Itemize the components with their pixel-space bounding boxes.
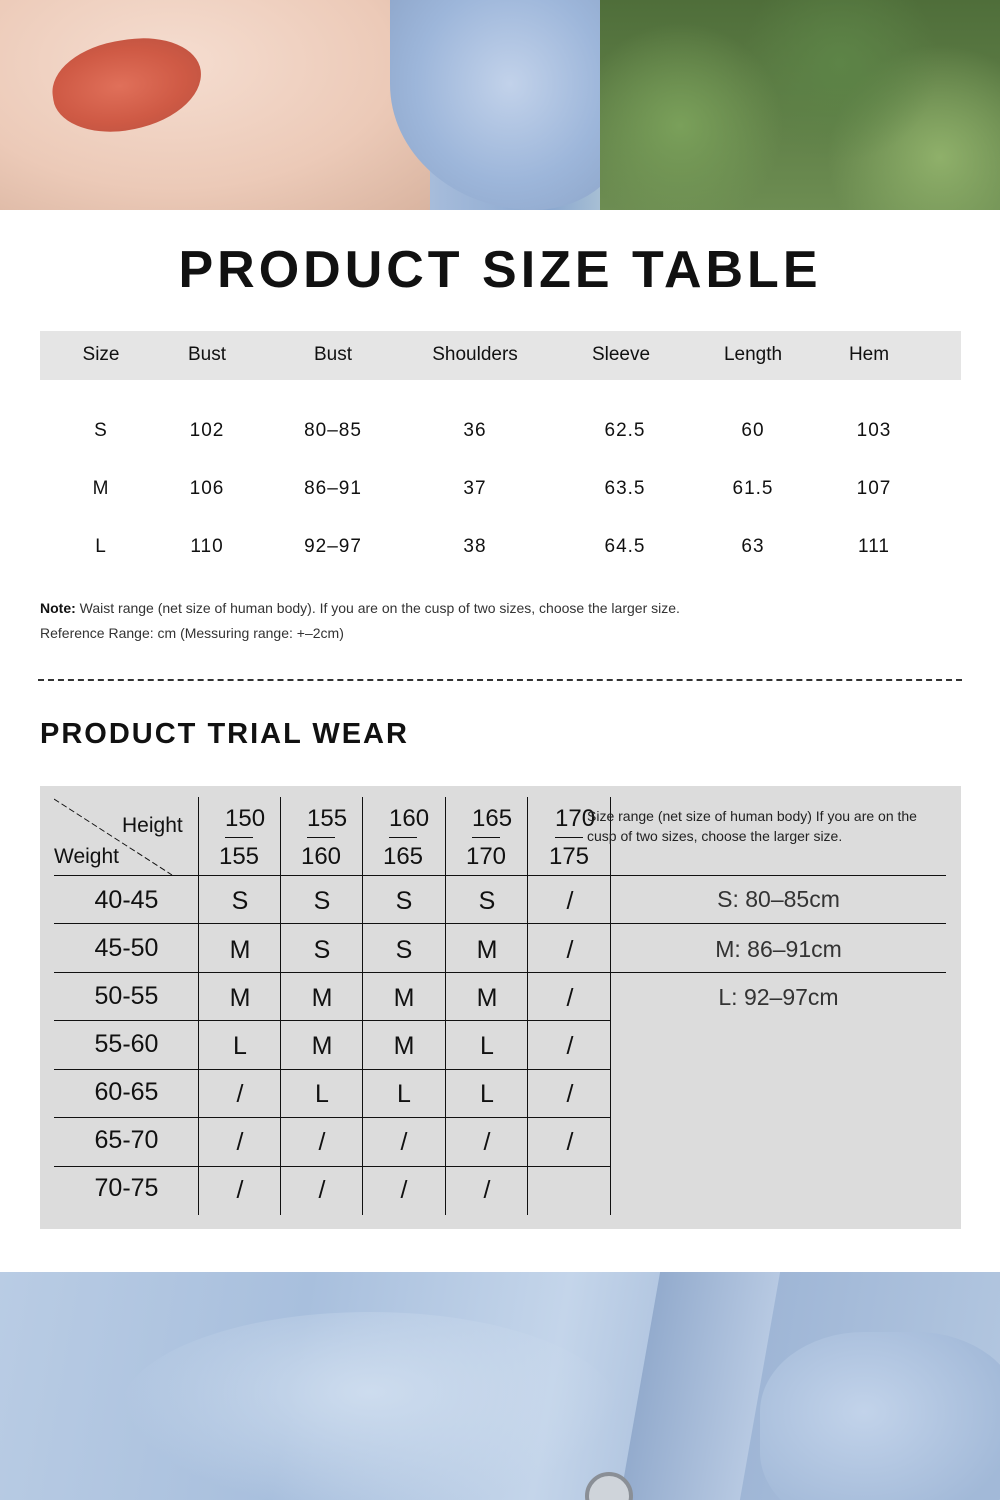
table-cell: 60 bbox=[741, 420, 765, 441]
size-cell: / bbox=[566, 984, 574, 1012]
size-cell: S bbox=[395, 936, 413, 964]
weight-label: 60-65 bbox=[94, 1078, 159, 1106]
height-range-start: 170 bbox=[555, 801, 583, 838]
size-cell: M bbox=[229, 936, 251, 964]
table-cell: 36 bbox=[463, 420, 487, 441]
note-text: Waist range (net size of human body). If you are on the cusp of two sizes, choose the larger size. bbox=[75, 600, 680, 616]
size-cell: / bbox=[400, 1176, 408, 1204]
table-cell: 102 bbox=[189, 420, 225, 441]
top-model-photo bbox=[0, 0, 1000, 210]
table-cell: 61.5 bbox=[732, 478, 774, 499]
weight-label: 65-70 bbox=[94, 1126, 159, 1154]
size-cell: S bbox=[478, 887, 496, 915]
size-cell: M bbox=[476, 984, 498, 1012]
size-cell: M bbox=[311, 984, 333, 1012]
table-cell: 110 bbox=[190, 536, 224, 557]
header-cell: Bust bbox=[313, 344, 353, 365]
size-table-header bbox=[40, 331, 961, 380]
corner-height-label: Height bbox=[122, 814, 183, 837]
height-range-header bbox=[363, 801, 443, 875]
size-cell: / bbox=[236, 1128, 244, 1156]
height-range-start: 150 bbox=[225, 801, 253, 838]
size-cell: M bbox=[393, 1032, 415, 1060]
size-cell: S bbox=[313, 887, 331, 915]
table-cell: 64.5 bbox=[604, 536, 646, 557]
weight-label: 70-75 bbox=[94, 1174, 159, 1202]
range-m: M: 86–91cm bbox=[715, 936, 842, 962]
header-cell: Size bbox=[82, 344, 120, 365]
size-cell: L bbox=[233, 1032, 247, 1060]
header-cell: Length bbox=[723, 344, 783, 365]
table-cell: S bbox=[94, 420, 108, 441]
size-cell: / bbox=[566, 1032, 574, 1060]
weight-label: 55-60 bbox=[94, 1030, 159, 1058]
table-cell: 86–91 bbox=[304, 478, 362, 499]
table-cell: 106 bbox=[189, 478, 225, 499]
table-cell: 38 bbox=[463, 536, 487, 557]
shirt-fold bbox=[120, 1312, 620, 1500]
table-cell: 92–97 bbox=[304, 536, 362, 557]
size-cell: S bbox=[395, 887, 413, 915]
table-cell: L bbox=[95, 536, 107, 557]
size-cell: M bbox=[476, 936, 498, 964]
height-range-end: 175 bbox=[548, 843, 590, 870]
size-cell: / bbox=[483, 1128, 491, 1156]
height-range-end: 160 bbox=[300, 843, 342, 870]
size-cell: M bbox=[393, 984, 415, 1012]
section-divider bbox=[38, 679, 962, 681]
size-cell: / bbox=[566, 887, 574, 915]
size-cell: / bbox=[566, 1080, 574, 1108]
table-cell: 80–85 bbox=[304, 420, 362, 441]
grid-line bbox=[54, 923, 946, 924]
table-cell: 103 bbox=[856, 420, 892, 441]
header-cell: Hem bbox=[848, 344, 890, 365]
size-cell: S bbox=[231, 887, 249, 915]
height-range-end: 165 bbox=[382, 843, 424, 870]
height-range-header bbox=[199, 801, 279, 875]
size-cell: L bbox=[480, 1080, 494, 1108]
size-cell: L bbox=[397, 1080, 411, 1108]
size-cell: M bbox=[311, 1032, 333, 1060]
size-cell: / bbox=[566, 936, 574, 964]
note-line bbox=[40, 596, 680, 621]
size-cell: M bbox=[229, 984, 251, 1012]
grid-line bbox=[54, 875, 946, 876]
table-cell: 62.5 bbox=[604, 420, 646, 441]
size-cell: / bbox=[236, 1080, 244, 1108]
table-cell: 63 bbox=[741, 536, 765, 557]
table-cell: 111 bbox=[858, 536, 890, 557]
size-cell: / bbox=[236, 1176, 244, 1204]
height-range-start: 160 bbox=[389, 801, 417, 838]
table-cell: 107 bbox=[856, 478, 892, 499]
size-range-note: Size range (net size of human body) If you are on the cusp of two sizes, choose the larger size. bbox=[587, 808, 917, 844]
corner-weight-label: Weight bbox=[54, 845, 119, 868]
grid-line bbox=[54, 972, 946, 973]
note-label: Note: bbox=[40, 600, 76, 616]
height-range-end: 170 bbox=[465, 843, 507, 870]
weight-label: 40-45 bbox=[94, 886, 159, 914]
size-cell: L bbox=[480, 1032, 494, 1060]
size-cell: / bbox=[400, 1128, 408, 1156]
weight-label: 50-55 bbox=[94, 982, 159, 1010]
table-cell: 63.5 bbox=[604, 478, 646, 499]
page-title: PRODUCT SIZE TABLE bbox=[178, 241, 822, 299]
header-cell: Bust bbox=[187, 344, 227, 365]
height-range-start: 165 bbox=[472, 801, 500, 838]
greenery-background bbox=[600, 0, 1000, 210]
size-cell: / bbox=[483, 1176, 491, 1204]
height-range-end: 155 bbox=[218, 843, 260, 870]
shirt-seam bbox=[620, 1272, 780, 1500]
height-range-header bbox=[446, 801, 526, 875]
height-range-header bbox=[281, 801, 361, 875]
size-note bbox=[40, 596, 680, 646]
height-range-start: 155 bbox=[307, 801, 335, 838]
size-cell: / bbox=[318, 1128, 326, 1156]
table-cell: M bbox=[92, 478, 110, 499]
table-cell: 37 bbox=[463, 478, 487, 499]
size-cell: L bbox=[315, 1080, 329, 1108]
size-cell: / bbox=[566, 1128, 574, 1156]
bottom-shirt-photo bbox=[0, 1272, 1000, 1500]
trial-section-title: PRODUCT TRIAL WEAR bbox=[40, 718, 409, 750]
shirt-fold bbox=[760, 1332, 1000, 1500]
header-cell: Shoulders bbox=[432, 344, 518, 365]
header-cell: Sleeve bbox=[591, 344, 651, 365]
weight-label: 45-50 bbox=[94, 934, 159, 962]
size-cell: / bbox=[318, 1176, 326, 1204]
size-cell: S bbox=[313, 936, 331, 964]
size-table bbox=[40, 331, 961, 380]
range-s: S: 80–85cm bbox=[717, 886, 840, 912]
range-l: L: 92–97cm bbox=[718, 984, 839, 1010]
reference-range: Reference Range: cm (Messuring range: +–2cm) bbox=[40, 625, 344, 641]
